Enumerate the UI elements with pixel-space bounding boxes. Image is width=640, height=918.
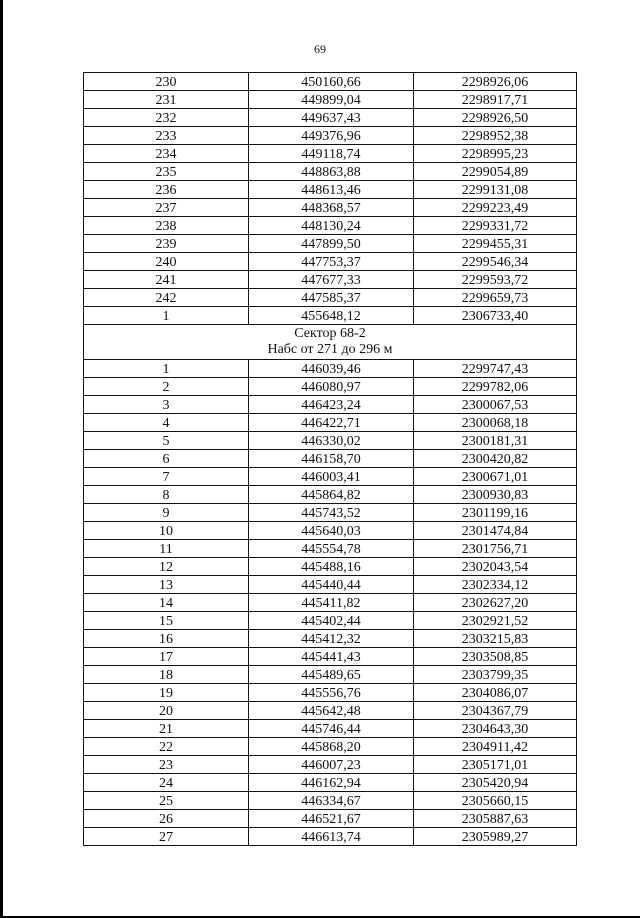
point-number-cell: 8: [84, 486, 249, 504]
table-row: [84, 468, 577, 486]
point-number-cell: 21: [84, 720, 249, 738]
table-row: [84, 684, 577, 702]
table-row: [84, 163, 577, 181]
x-coordinate-cell: 445440,44: [249, 576, 414, 594]
point-number-cell: 19: [84, 684, 249, 702]
table-row: [84, 828, 577, 846]
table-row: [84, 558, 577, 576]
x-coordinate-cell: 445743,52: [249, 504, 414, 522]
table-row: [84, 612, 577, 630]
table-row: [84, 73, 577, 91]
y-coordinate-cell: 2299054,89: [414, 163, 577, 181]
x-coordinate-cell: 446003,41: [249, 468, 414, 486]
y-coordinate-cell: 2300181,31: [414, 432, 577, 450]
sector-height-range: Набс от 271 до 296 м: [267, 342, 393, 357]
point-number-cell: 13: [84, 576, 249, 594]
x-coordinate-cell: 445746,44: [249, 720, 414, 738]
x-coordinate-cell: 446007,23: [249, 756, 414, 774]
table-row: [84, 594, 577, 612]
table-row: [84, 540, 577, 558]
y-coordinate-cell: 2299223,49: [414, 199, 577, 217]
y-coordinate-cell: 2302043,54: [414, 558, 577, 576]
point-number-cell: 2: [84, 378, 249, 396]
point-number-cell: 240: [84, 253, 249, 271]
sector-header: [84, 325, 577, 360]
x-coordinate-cell: 446039,46: [249, 360, 414, 378]
x-coordinate-cell: 446613,74: [249, 828, 414, 846]
x-coordinate-cell: 455648,12: [249, 307, 414, 325]
x-coordinate-cell: 450160,66: [249, 73, 414, 91]
x-coordinate-cell: 446158,70: [249, 450, 414, 468]
point-number-cell: 23: [84, 756, 249, 774]
point-number-cell: 27: [84, 828, 249, 846]
page-number: 69: [314, 42, 326, 56]
y-coordinate-cell: 2298917,71: [414, 91, 577, 109]
y-coordinate-cell: 2303215,83: [414, 630, 577, 648]
table-row: [84, 235, 577, 253]
x-coordinate-cell: 445642,48: [249, 702, 414, 720]
point-number-cell: 4: [84, 414, 249, 432]
x-coordinate-cell: 449118,74: [249, 145, 414, 163]
x-coordinate-cell: 445640,03: [249, 522, 414, 540]
block2-rows: [84, 360, 577, 846]
point-number-cell: 25: [84, 792, 249, 810]
y-coordinate-cell: 2298926,06: [414, 73, 577, 91]
table-row: [84, 576, 577, 594]
y-coordinate-cell: 2303799,35: [414, 666, 577, 684]
block1-rows: [84, 73, 577, 325]
y-coordinate-cell: 2302921,52: [414, 612, 577, 630]
table-row: [84, 450, 577, 468]
x-coordinate-cell: 448613,46: [249, 181, 414, 199]
table-row: [84, 648, 577, 666]
y-coordinate-cell: 2298952,38: [414, 127, 577, 145]
y-coordinate-cell: 2304367,79: [414, 702, 577, 720]
x-coordinate-cell: 448130,24: [249, 217, 414, 235]
point-number-cell: 241: [84, 271, 249, 289]
y-coordinate-cell: 2304911,42: [414, 738, 577, 756]
table-row: [84, 756, 577, 774]
point-number-cell: 18: [84, 666, 249, 684]
table-row: [84, 91, 577, 109]
point-number-cell: 235: [84, 163, 249, 181]
x-coordinate-cell: 446162,94: [249, 774, 414, 792]
point-number-cell: 26: [84, 810, 249, 828]
y-coordinate-cell: 2299455,31: [414, 235, 577, 253]
x-coordinate-cell: 447677,33: [249, 271, 414, 289]
y-coordinate-cell: 2300420,82: [414, 450, 577, 468]
table-row: [84, 504, 577, 522]
y-coordinate-cell: 2299331,72: [414, 217, 577, 235]
y-coordinate-cell: 2298926,50: [414, 109, 577, 127]
x-coordinate-cell: 446422,71: [249, 414, 414, 432]
x-coordinate-cell: 447899,50: [249, 235, 414, 253]
point-number-cell: 239: [84, 235, 249, 253]
point-number-cell: 230: [84, 73, 249, 91]
x-coordinate-cell: 445864,82: [249, 486, 414, 504]
table-row: [84, 720, 577, 738]
x-coordinate-cell: 445488,16: [249, 558, 414, 576]
table-row: [84, 630, 577, 648]
x-coordinate-cell: 447585,37: [249, 289, 414, 307]
point-number-cell: 237: [84, 199, 249, 217]
y-coordinate-cell: 2301756,71: [414, 540, 577, 558]
y-coordinate-cell: 2299593,72: [414, 271, 577, 289]
table-row: [84, 145, 577, 163]
y-coordinate-cell: 2302334,12: [414, 576, 577, 594]
x-coordinate-cell: 445489,65: [249, 666, 414, 684]
x-coordinate-cell: 449899,04: [249, 91, 414, 109]
y-coordinate-cell: 2304086,07: [414, 684, 577, 702]
x-coordinate-cell: 449376,96: [249, 127, 414, 145]
table-row: [84, 271, 577, 289]
x-coordinate-cell: 447753,37: [249, 253, 414, 271]
table-row: [84, 810, 577, 828]
x-coordinate-cell: 445402,44: [249, 612, 414, 630]
table-row: [84, 378, 577, 396]
x-coordinate-cell: 445868,20: [249, 738, 414, 756]
y-coordinate-cell: 2299747,43: [414, 360, 577, 378]
x-coordinate-cell: 448368,57: [249, 199, 414, 217]
y-coordinate-cell: 2299782,06: [414, 378, 577, 396]
point-number-cell: 1: [84, 307, 249, 325]
point-number-cell: 24: [84, 774, 249, 792]
point-number-cell: 22: [84, 738, 249, 756]
x-coordinate-cell: 445554,78: [249, 540, 414, 558]
y-coordinate-cell: 2305420,94: [414, 774, 577, 792]
point-number-cell: 9: [84, 504, 249, 522]
x-coordinate-cell: 445441,43: [249, 648, 414, 666]
point-number-cell: 20: [84, 702, 249, 720]
point-number-cell: 238: [84, 217, 249, 235]
table-row: [84, 522, 577, 540]
point-number-cell: 14: [84, 594, 249, 612]
point-number-cell: 242: [84, 289, 249, 307]
point-number-cell: 232: [84, 109, 249, 127]
x-coordinate-cell: 448863,88: [249, 163, 414, 181]
y-coordinate-cell: 2305989,27: [414, 828, 577, 846]
point-number-cell: 231: [84, 91, 249, 109]
y-coordinate-cell: 2304643,30: [414, 720, 577, 738]
x-coordinate-cell: 446080,97: [249, 378, 414, 396]
y-coordinate-cell: 2303508,85: [414, 648, 577, 666]
table-row: [84, 253, 577, 271]
y-coordinate-cell: 2299546,34: [414, 253, 577, 271]
point-number-cell: 1: [84, 360, 249, 378]
y-coordinate-cell: 2300068,18: [414, 414, 577, 432]
table-row: [84, 199, 577, 217]
y-coordinate-cell: 2305887,63: [414, 810, 577, 828]
sector-title: Сектор 68-2: [294, 326, 366, 341]
y-coordinate-cell: 2306733,40: [414, 307, 577, 325]
table-row: [84, 109, 577, 127]
table-row: [84, 360, 577, 378]
y-coordinate-cell: 2301474,84: [414, 522, 577, 540]
table-row: [84, 432, 577, 450]
y-coordinate-cell: 2300930,83: [414, 486, 577, 504]
point-number-cell: 234: [84, 145, 249, 163]
y-coordinate-cell: 2305171,01: [414, 756, 577, 774]
point-number-cell: 17: [84, 648, 249, 666]
table-row: [84, 127, 577, 145]
x-coordinate-cell: 446423,24: [249, 396, 414, 414]
sector-header-cell: [84, 325, 577, 360]
y-coordinate-cell: 2299131,08: [414, 181, 577, 199]
point-number-cell: 7: [84, 468, 249, 486]
x-coordinate-cell: 446334,67: [249, 792, 414, 810]
scan-left-edge: [0, 0, 3, 918]
x-coordinate-cell: 449637,43: [249, 109, 414, 127]
x-coordinate-cell: 445411,82: [249, 594, 414, 612]
table-row: [84, 774, 577, 792]
x-coordinate-cell: 445556,76: [249, 684, 414, 702]
point-number-cell: 236: [84, 181, 249, 199]
x-coordinate-cell: 445412,32: [249, 630, 414, 648]
y-coordinate-cell: 2300067,53: [414, 396, 577, 414]
y-coordinate-cell: 2302627,20: [414, 594, 577, 612]
table-row: [84, 792, 577, 810]
table-row: [84, 289, 577, 307]
point-number-cell: 233: [84, 127, 249, 145]
x-coordinate-cell: 446521,67: [249, 810, 414, 828]
y-coordinate-cell: 2301199,16: [414, 504, 577, 522]
table-row: [84, 666, 577, 684]
table-row: [84, 738, 577, 756]
point-number-cell: 16: [84, 630, 249, 648]
point-number-cell: 6: [84, 450, 249, 468]
y-coordinate-cell: 2299659,73: [414, 289, 577, 307]
point-number-cell: 15: [84, 612, 249, 630]
y-coordinate-cell: 2305660,15: [414, 792, 577, 810]
table-row: [84, 486, 577, 504]
table-row: [84, 217, 577, 235]
table-row: [84, 181, 577, 199]
point-number-cell: 12: [84, 558, 249, 576]
point-number-cell: 11: [84, 540, 249, 558]
y-coordinate-cell: 2298995,23: [414, 145, 577, 163]
table-row: [84, 414, 577, 432]
coordinates-table: [83, 72, 577, 846]
table-row: [84, 396, 577, 414]
point-number-cell: 3: [84, 396, 249, 414]
table-row: [84, 307, 577, 325]
point-number-cell: 5: [84, 432, 249, 450]
point-number-cell: 10: [84, 522, 249, 540]
y-coordinate-cell: 2300671,01: [414, 468, 577, 486]
x-coordinate-cell: 446330,02: [249, 432, 414, 450]
sector-header-row: [84, 325, 577, 360]
table-row: [84, 702, 577, 720]
